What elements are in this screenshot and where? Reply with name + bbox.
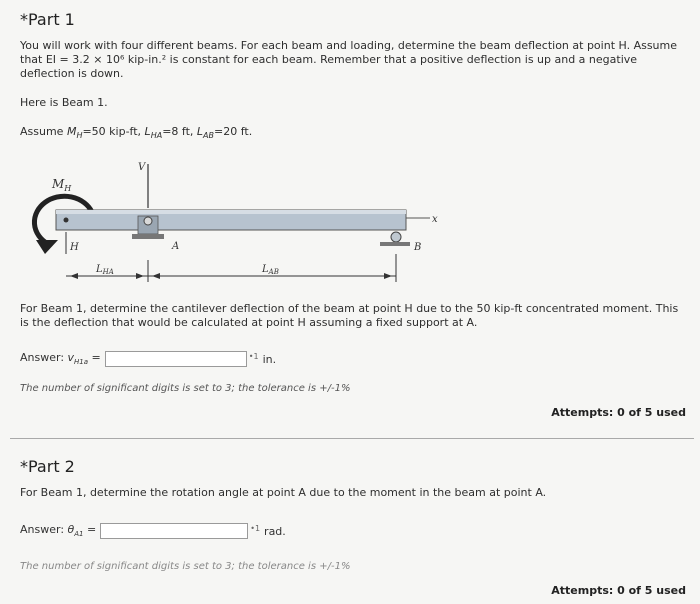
b-label: B [414,242,422,253]
beam-diagram [0,150,700,290]
part1-question-line2: is the deflection that would be calculated at point H assuming a fixed support at A. [20,316,478,329]
part2-answer-row [20,523,286,539]
part1-unit-tag: •1 [248,351,259,361]
part1-intro-line1: You will work with four different beams. For each beam and loading, determine the beam deflection at point H. Assume [20,39,678,52]
part1-answer-input[interactable] [105,351,247,367]
h-label: H [70,242,79,253]
v-label: V [138,162,146,173]
assumptions: Assume $M_H=50$ kip-ft, $L_{HA}=8$ ft, $L_{AB}=20$ ft. [20,125,253,141]
part1-intro-line2: that EI = 3.2 × 10⁶ kip-in.² is constant for each beam. Remember that a positive deflection is up and a negative [20,53,638,66]
part2-attempts: Attempts: 0 of 5 used [551,584,686,597]
moment-arrowhead [36,240,58,254]
lab-label: $L_{AB}$ [262,264,279,276]
part2-sig-digits: The number of significant digits is set to 3; the tolerance is +/-1% [20,561,351,572]
beam-label: Here is Beam 1. [20,96,108,109]
lha-label: $L_{HA}$ [96,264,114,276]
part1-question-line1: For Beam 1, determine the cantilever deflection of the beam at point H due to the 50 kip-ft concentrated moment. This [20,302,679,315]
a-label: A [172,241,180,252]
part1-answer-label: Answer: $v_{H1a}$ = [20,351,101,367]
point-h-dot [64,218,69,223]
part2-answer-unit: rad. [264,524,286,538]
part1-title: *Part 1 [20,10,75,29]
roller-support-b [391,232,401,242]
part1-attempts: Attempts: 0 of 5 used [551,406,686,419]
mh-label: $M_H$ [52,177,72,193]
x-label: x [432,214,438,225]
part2-title: *Part 2 [20,457,75,476]
part1-intro-line3: deflection is down. [20,67,124,80]
part2-answer-label: Answer: $\theta_{A1}$ = [20,523,97,539]
divider [10,438,694,439]
part1-answer-row [20,351,276,367]
part2-unit-tag: •1 [250,523,261,533]
part1-answer-unit: in. [262,352,277,366]
part1-sig-digits: The number of significant digits is set to 3; the tolerance is +/-1% [20,383,351,394]
part2-question: For Beam 1, determine the rotation angle at point A due to the moment in the beam at point A. [20,486,547,499]
part2-answer-input[interactable] [100,523,248,539]
